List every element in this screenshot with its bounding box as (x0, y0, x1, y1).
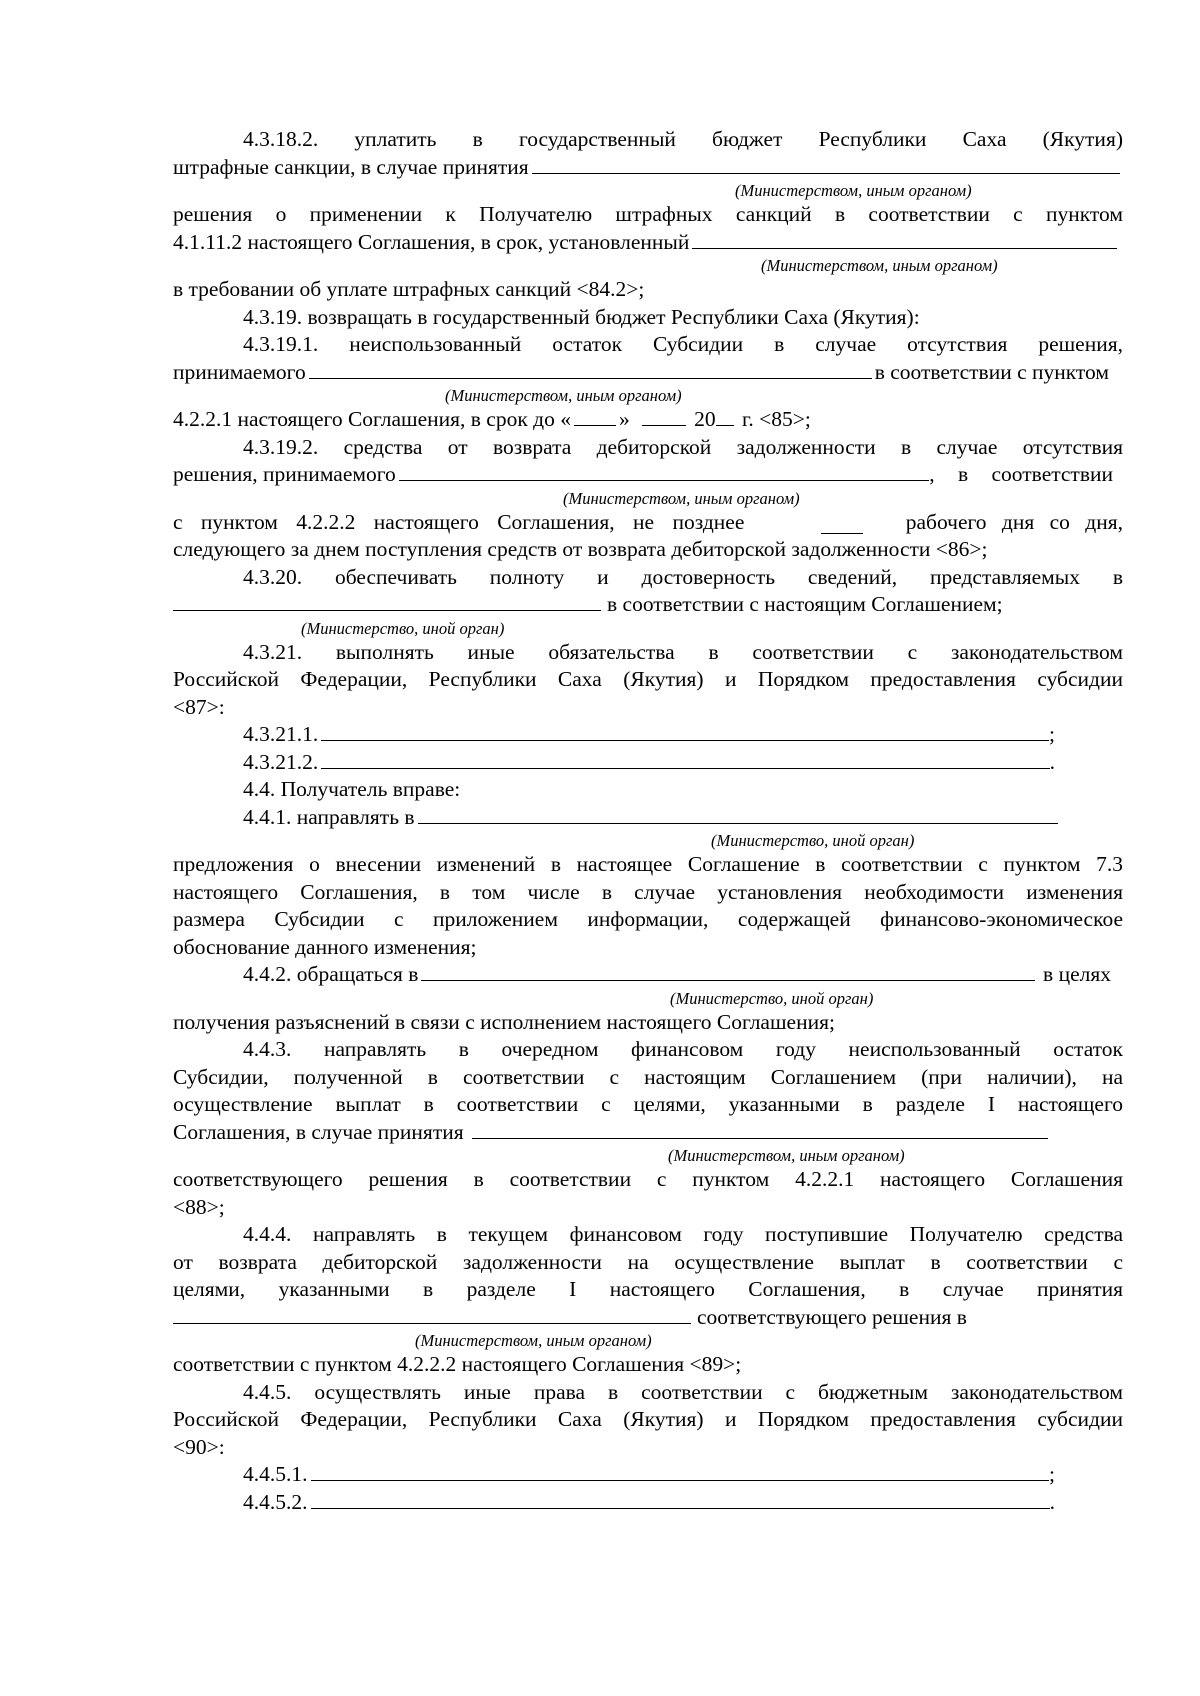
text-line: 4.4.4. направлять в текущем финансовом году поступившие Получателю средства (243, 1222, 1123, 1246)
text-line: Субсидии, полученной в соответствии с настоящим Соглашением (при наличии), на (173, 1064, 1123, 1089)
caption-text: (Министерством, иным органом) (445, 386, 682, 405)
text-fragment: 4.4.5.1. (243, 1462, 308, 1486)
text-line (173, 461, 1123, 489)
blank-field[interactable] (311, 1489, 1050, 1509)
text-line (173, 721, 1123, 749)
field-caption (173, 256, 1123, 276)
text-fragment: в соответствии с настоящим Соглашением; (607, 592, 1003, 616)
text-line: решения о применении к Получателю штрафных санкций в соответствии с пунктом (173, 202, 1123, 226)
blank-field[interactable] (692, 229, 1117, 249)
caption-text: (Министерство, иной орган) (670, 988, 874, 1008)
caption-text: (Министерством, иным органом) (668, 1146, 905, 1165)
text-line (173, 1489, 1123, 1517)
text-line: получения разъяснений в связи с исполнением настоящего Соглашения; (173, 1009, 835, 1034)
blank-field[interactable] (532, 154, 1120, 174)
text-line: в требовании об уплате штрафных санкций <84.2>; (173, 277, 645, 301)
caption-text: (Министерство, иной орган) (301, 618, 505, 638)
text-line (173, 961, 1123, 989)
text-line (173, 359, 1123, 387)
text-fragment: 4.2.2.1 настоящего Соглашения, в срок до « (173, 407, 571, 431)
text-line (173, 509, 1123, 537)
text-line (173, 1461, 1123, 1489)
text-fragment: принимаемого (173, 359, 306, 384)
text-line (173, 749, 1123, 777)
text-fragment: 4.3.21.1. (243, 722, 319, 746)
text-fragment: решения, принимаемого (173, 462, 396, 486)
blank-field[interactable] (472, 1119, 1048, 1139)
text-fragment: соответствующего решения в (697, 1304, 967, 1329)
text-line (173, 1119, 1123, 1147)
caption-text: (Министерством, иным органом) (415, 1331, 652, 1350)
caption-text: (Министерство, иной орган) (711, 831, 915, 850)
blank-field-month[interactable] (642, 406, 686, 426)
field-caption (173, 1331, 1123, 1351)
text-line: предложения о внесении изменений в настоящее Соглашение в соответствии с пунктом 7.3 (173, 852, 1123, 876)
blank-field[interactable] (399, 461, 929, 481)
text-line: соответствующего решения в соответствии с пунктом 4.2.2.1 настоящего Соглашения (173, 1167, 1123, 1191)
blank-field[interactable] (321, 721, 1049, 741)
text-line: Российской Федерации, Республики Саха (Якутия) и Порядком предоставления субсидии (173, 667, 1123, 691)
text-line: 4.3.19.2. средства от возврата дебиторской задолженности в случае отсутствия (243, 434, 1123, 459)
text-line: настоящего Соглашения, в том числе в случае установления необходимости изменения (173, 879, 1123, 904)
text-fragment: 4.4.2. обращаться в (243, 962, 419, 986)
text-line: целями, указанными в разделе I настоящего Соглашения, в случае принятия (173, 1277, 1123, 1301)
text-line (173, 406, 1123, 434)
field-caption (173, 1146, 1123, 1166)
text-line: осуществление выплат в соответствии с целями, указанными в разделе I настоящего (173, 1092, 1123, 1116)
text-fragment: . (1049, 749, 1055, 774)
text-fragment: рабочего дня со дня, (905, 509, 1123, 534)
text-fragment: с пунктом 4.2.2.2 настоящего Соглашения, не позднее (173, 509, 745, 534)
field-caption (173, 619, 1123, 639)
caption-text: (Министерством, иным органом) (761, 256, 998, 275)
text-line: 4.3.18.2. уплатить в государственный бюджет Республики Саха (Якутия) (243, 127, 1123, 151)
blank-field[interactable] (821, 514, 863, 534)
blank-field-day[interactable] (574, 406, 616, 426)
text-line: <88>; (173, 1194, 225, 1219)
text-fragment: 4.4.1. направлять в (243, 804, 415, 829)
text-line: 4.4. Получатель вправе: (243, 777, 461, 801)
text-fragment: 4.3.21.2. (243, 749, 319, 774)
text-line (173, 229, 1123, 257)
text-fragment: 20 (694, 407, 716, 431)
field-caption (173, 386, 1123, 406)
field-caption (173, 489, 1123, 509)
text-line: <90>: (173, 1434, 225, 1459)
text-fragment: штрафные санкции, в случае принятия (173, 154, 529, 179)
text-fragment: в целях (1043, 962, 1111, 986)
text-fragment: ; (1049, 722, 1055, 746)
blank-field[interactable] (311, 1461, 1050, 1481)
text-line: 4.3.20. обеспечивать полноту и достоверность сведений, представляемых в (243, 564, 1123, 589)
text-fragment: , в соответствии (929, 462, 1113, 486)
caption-text: (Министерством, иным органом) (563, 488, 800, 508)
text-line: 4.3.19. возвращать в государственный бюджет Республики Саха (Якутия): (243, 304, 920, 329)
document-page (173, 126, 1123, 1516)
blank-field[interactable] (309, 359, 872, 379)
field-caption (173, 181, 1123, 201)
blank-field-year[interactable] (716, 406, 734, 426)
blank-field[interactable] (421, 961, 1035, 981)
text-line: 4.4.3. направлять в очередном финансовом году неиспользованный остаток (243, 1037, 1123, 1061)
text-line (173, 804, 1123, 832)
text-line: от возврата дебиторской задолженности на осуществление выплат в соответствии с (173, 1249, 1123, 1274)
text-fragment: ; (1049, 1462, 1055, 1486)
text-fragment: 4.4.5.2. (243, 1489, 308, 1514)
blank-field[interactable] (173, 1304, 691, 1324)
text-line: <87>: (173, 694, 225, 719)
text-fragment: . (1049, 1489, 1055, 1514)
text-fragment: Соглашения, в случае принятия (173, 1119, 464, 1144)
text-fragment: в соответствии с пунктом (874, 359, 1109, 384)
field-caption (173, 989, 1123, 1009)
blank-field[interactable] (418, 804, 1058, 824)
text-line: 4.3.19.1. неиспользованный остаток Субсидии в случае отсутствия решения, (243, 332, 1123, 356)
text-fragment: г. <85>; (741, 407, 811, 431)
text-line: следующего за днем поступления средств от возврата дебиторской задолженности <86>; (173, 537, 988, 561)
caption-text: (Министерством, иным органом) (735, 181, 972, 200)
text-fragment: » (618, 407, 630, 431)
text-line: 4.4.5. осуществлять иные права в соответствии с бюджетным законодательством (243, 1379, 1123, 1404)
text-fragment: 4.1.11.2 настоящего Соглашения, в срок, установленный (173, 229, 690, 254)
text-line: Российской Федерации, Республики Саха (Якутия) и Порядком предоставления субсидии (173, 1407, 1123, 1431)
text-line: размера Субсидии с приложением информации, содержащей финансово-экономическое (173, 907, 1123, 931)
blank-field[interactable] (321, 749, 1049, 769)
text-line: 4.3.21. выполнять иные обязательства в соответствии с законодательством (243, 639, 1123, 664)
field-caption (173, 831, 1123, 851)
text-line (173, 154, 1123, 182)
text-line (173, 1304, 1123, 1332)
text-line: соответствии с пунктом 4.2.2.2 настоящего Соглашения <89>; (173, 1352, 742, 1376)
blank-field[interactable] (173, 591, 601, 611)
text-line (173, 591, 1123, 619)
text-line: обоснование данного изменения; (173, 934, 477, 959)
